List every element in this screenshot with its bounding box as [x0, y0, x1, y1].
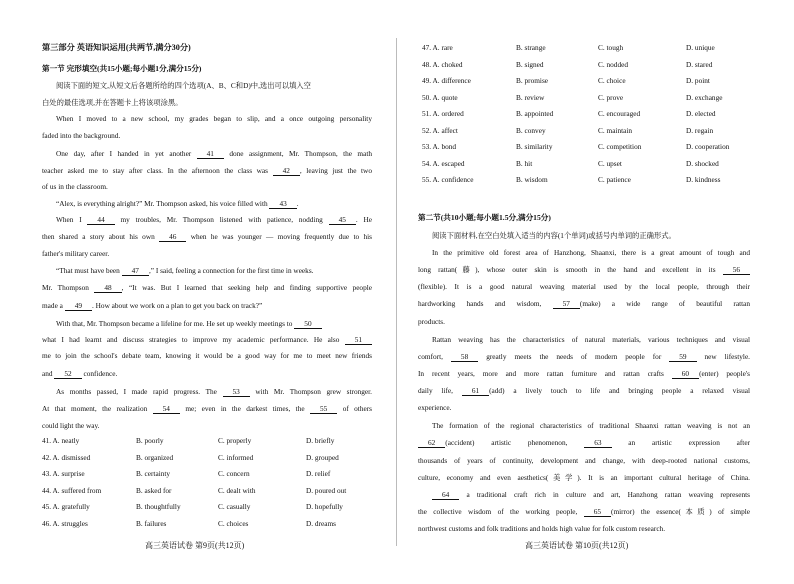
blank-48: 48 [94, 284, 121, 293]
blank-53: 53 [223, 388, 250, 397]
blank-55: 55 [310, 405, 337, 414]
passage-line [42, 115, 372, 122]
option-d: D. grouped [306, 452, 339, 462]
text-segment: culture, economy and even aesthetics(美学). It is an important cultural heritage of China. [418, 473, 750, 482]
text-segment: teacher asked me to stay after class. In the afternoon the class was [42, 166, 273, 175]
option-b: B. similarity [516, 142, 553, 151]
text-segment: (enter) people's [699, 369, 751, 378]
option-a: 42. A. dismissed [42, 452, 91, 462]
passage-line [42, 302, 372, 311]
blank-43: 43 [269, 200, 296, 209]
passage-line [42, 422, 372, 429]
passage-line [42, 132, 372, 139]
blank-64: 64 [432, 491, 459, 500]
option-b: B. hit [516, 158, 533, 168]
option-a: 41. A. neatly [42, 436, 80, 445]
blank-51: 51 [345, 336, 372, 345]
passage-line [42, 405, 372, 414]
option-c: C. encouraged [598, 109, 641, 118]
option-b: B. organized [136, 452, 174, 462]
option-b: B. review [516, 92, 545, 102]
text-segment: (flexible). It is a good natural weaving material used by the local people, through their [418, 282, 750, 291]
blank-50: 50 [294, 320, 321, 329]
passage-line [42, 320, 372, 329]
option-a: 50. A. quote [422, 92, 458, 102]
passage-line [42, 183, 372, 190]
text-segment: of us in the classroom. [42, 182, 108, 191]
blank-52: 52 [54, 370, 81, 379]
option-b: B. thoughtfully [136, 502, 181, 512]
part2-title: 第二节(共10小题;每小题1.5分,满分15分) [418, 213, 551, 222]
passage-line [42, 233, 372, 242]
text-segment: Mr. Thompson [42, 283, 95, 292]
text-segment: made a [42, 301, 65, 310]
option-c: C. nodded [598, 59, 628, 69]
text-segment: comfort, [418, 352, 451, 361]
blank-60: 60 [672, 370, 699, 379]
blank-58: 58 [451, 353, 478, 362]
option-b: B. failures [136, 519, 167, 528]
passage-line [42, 388, 372, 397]
passage-line [418, 387, 750, 396]
option-d: D. briefly [306, 436, 335, 445]
option-d: D. shocked [686, 158, 719, 168]
text-segment: , leaving just the two [299, 166, 372, 175]
text-segment: father's military career. [42, 249, 110, 258]
option-d: D. regain [686, 125, 714, 135]
blank-45: 45 [329, 216, 356, 225]
text-segment: done assignment, Mr. Thompson, the math [223, 149, 372, 158]
passage-line [418, 404, 750, 411]
text-segment: a traditional craft rich in culture and art, Hanzhong rattan weaving represents [459, 490, 750, 499]
option-a: 43. A. surprise [42, 469, 85, 479]
option-c: C. competition [598, 142, 642, 151]
option-a: 55. A. confidence [422, 175, 474, 184]
option-d: D. relief [306, 469, 331, 479]
passage-line [42, 167, 372, 176]
text-segment: (accident) artistic phenomenon, [445, 438, 585, 447]
text-segment: what I had learnt and discuss strategies to improve my academic performance. He also [42, 335, 345, 344]
passage-line [418, 439, 750, 448]
text-segment: when he was younger — moving frequently due to his [186, 232, 373, 241]
passage-line [418, 249, 750, 256]
text-segment: When I [56, 215, 88, 224]
blank-57: 57 [553, 300, 580, 309]
text-segment: an artistic expression after [611, 438, 750, 447]
option-a: 47. A. rare [422, 43, 453, 52]
option-b: B. signed [516, 59, 544, 69]
option-c: C. maintain [598, 125, 633, 135]
option-d: D. dreams [306, 519, 336, 528]
option-a: 44. A. suffered from [42, 485, 102, 495]
text-segment: Rattan weaving has the characteristics of natural materials, various techniques and visual [432, 335, 750, 344]
passage-line [42, 216, 372, 225]
option-b: B. wisdom [516, 175, 548, 184]
page-footer: 高三英语试卷 第9页(共12页) [145, 541, 245, 550]
blank-61: 61 [462, 387, 489, 396]
text-segment: faded into the background. [42, 131, 121, 140]
text-segment: and [42, 369, 55, 378]
blank-42: 42 [273, 167, 300, 176]
option-c: C. concern [218, 469, 250, 479]
text-segment: ,” I said, feeling a connection for the first time in weeks. [148, 266, 314, 275]
blank-62: 62 [418, 439, 445, 448]
option-a: 46. A. struggles [42, 519, 88, 528]
option-c: C. choices [218, 519, 249, 528]
option-d: D. exchange [686, 92, 723, 102]
text-segment: greatly meets the needs of modern people for [478, 352, 670, 361]
option-d: D. poured out [306, 485, 347, 495]
option-d: D. hopefully [306, 502, 343, 512]
blank-46: 46 [159, 233, 186, 242]
passage-line [418, 283, 750, 290]
option-c: C. casually [218, 502, 251, 512]
section-title: 第三部分 英语知识运用(共两节,满分30分) [42, 43, 191, 52]
option-a: 51. A. ordered [422, 109, 464, 118]
passage-line [418, 300, 750, 309]
text-segment: new lifestyle. [696, 352, 751, 361]
text-segment: One day, after I handed in yet another [56, 149, 197, 158]
text-segment: long rattan(藤), whose outer skin is smooth in the hand and excellent in its [418, 265, 723, 274]
text-segment: me; even in the darkest times, the [179, 404, 310, 413]
text-segment: When I moved to a new school, my grades began to slip, and a once outgoing personality [56, 114, 372, 123]
passage-line [418, 457, 750, 464]
option-d: D. stared [686, 59, 713, 69]
text-segment: (mirror) the essence(本质) of simple [611, 507, 750, 516]
instruction: 阅读下面材料,在空白处填入适当的内容(1个单词)或括号内单词的正确形式。 [432, 231, 676, 240]
option-d: D. unique [686, 43, 715, 52]
passage-line [418, 525, 750, 532]
passage-line [42, 267, 372, 276]
passage-line [42, 336, 372, 345]
option-a: 54. A. escaped [422, 158, 465, 168]
text-segment: my troubles, Mr. Thompson listened with patience, nodding [114, 215, 329, 224]
blank-63: 63 [584, 439, 611, 448]
text-segment: then shared a story about his own [42, 232, 160, 241]
text-segment: “That must have been [56, 266, 122, 275]
text-segment: of others [337, 404, 372, 413]
option-c: C. informed [218, 452, 254, 462]
text-segment: . He [355, 215, 372, 224]
blank-44: 44 [87, 216, 114, 225]
passage-line [418, 491, 750, 500]
passage-line [418, 422, 750, 429]
passage-line [42, 150, 372, 159]
text-segment: The formation of the regional characteristics of traditional Shaanxi rattan weaving is not an [432, 421, 750, 430]
page-footer: 高三英语试卷 第10页(共12页) [525, 541, 629, 550]
text-segment: , “It was. But I learned that seeking help and finding supportive people [121, 283, 372, 292]
passage-line [42, 352, 372, 359]
text-segment: with Mr. Thompson grew stronger. [249, 387, 373, 396]
passage-line [42, 284, 372, 293]
part1-title: 第一节 完形填空(共15小题;每小题1分,满分15分) [42, 64, 202, 73]
option-a: 45. A. gratefully [42, 502, 90, 512]
option-c: C. choice [598, 76, 626, 85]
text-segment: (make) a wide range of beautiful rattan [579, 299, 751, 308]
text-segment: thousands of years of continuity, development and change, with deep-rooted national customs, [418, 456, 750, 465]
text-segment: With that, Mr. Thompson became a lifeline for me. He set up weekly meetings to [56, 319, 295, 328]
option-b: B. asked for [136, 485, 172, 495]
passage-line [418, 474, 750, 481]
text-segment: . [296, 199, 299, 208]
option-c: C. dealt with [218, 485, 256, 495]
text-segment: experience. [418, 403, 452, 412]
option-b: B. certainty [136, 469, 171, 479]
instruction-line: 阅读下面的短文,从短文后各题所给的四个选项(A、B、C和D)中,选出可以填入空 [56, 81, 311, 90]
text-segment: hardworking hands and wisdom, [418, 299, 553, 308]
option-c: C. properly [218, 436, 252, 445]
option-b: B. strange [516, 43, 546, 52]
text-segment: (add) a lively touch to life and bringing people a relaxed visual [489, 386, 750, 395]
text-segment: As months passed, I made rapid progress. The [56, 387, 223, 396]
blank-56: 56 [723, 266, 750, 275]
passage-line [42, 370, 372, 379]
option-a: 52. A. affect [422, 125, 458, 135]
instruction-line: 白处的最佳选项,并在答题卡上将该项涂黑。 [42, 98, 183, 107]
blank-59: 59 [669, 353, 696, 362]
text-segment: In the primitive old forest area of Hanzhong, Shaanxi, there is a great amount of tough and [432, 248, 750, 257]
passage-line [42, 250, 372, 257]
column-divider [396, 38, 397, 546]
text-segment: confidence. [81, 369, 118, 378]
option-d: D. kindness [686, 175, 721, 184]
option-a: 48. A. choked [422, 59, 463, 69]
option-d: D. cooperation [686, 142, 730, 151]
option-c: C. tough [598, 43, 624, 52]
passage-line [418, 370, 750, 379]
text-segment: daily life, [418, 386, 462, 395]
text-segment: me to join the school's debate team, knowing it would be a good way for me to meet new friends [42, 351, 372, 360]
option-a: 53. A. bond [422, 142, 457, 151]
blank-65: 65 [584, 508, 611, 517]
passage-line [418, 318, 750, 325]
passage-line [418, 508, 750, 517]
option-b: B. promise [516, 76, 549, 85]
text-segment: products. [418, 317, 445, 326]
option-b: B. poorly [136, 436, 164, 445]
option-c: C. patience [598, 175, 631, 184]
option-c: C. prove [598, 92, 624, 102]
text-segment: “Alex, is everything alright?” Mr. Thompson asked, his voice filled with [56, 199, 270, 208]
text-segment: In recent years, more and more rattan furniture and rattan crafts [418, 369, 672, 378]
option-d: D. point [686, 76, 710, 85]
option-b: B. convey [516, 125, 546, 135]
option-d: D. elected [686, 109, 716, 118]
passage-line [418, 266, 750, 275]
option-b: B. appointed [516, 109, 554, 118]
passage-line [418, 336, 750, 343]
blank-47: 47 [122, 267, 149, 276]
blank-41: 41 [197, 150, 224, 159]
text-segment: northwest customs and folk traditions and holds high value for folk custom research. [418, 524, 666, 533]
passage-line [42, 200, 372, 209]
text-segment: . How about we work on a plan to get you back on track?” [92, 301, 263, 310]
blank-49: 49 [65, 302, 92, 311]
text-segment: At that moment, the realization [42, 404, 153, 413]
passage-line [418, 353, 750, 362]
text-segment: the collective wisdom of the working people, [418, 507, 584, 516]
blank-54: 54 [153, 405, 180, 414]
option-c: C. upset [598, 158, 622, 168]
text-segment: could light the way. [42, 421, 100, 430]
option-a: 49. A. difference [422, 76, 471, 85]
